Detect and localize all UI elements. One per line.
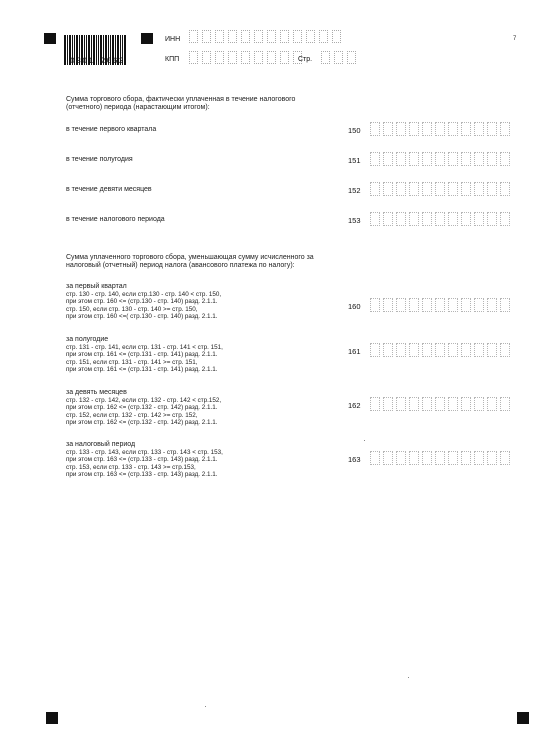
row-162-code: 162 <box>348 401 361 410</box>
block-163-line: стр. 133 - стр. 143, если стр. 133 - стр. 143 < стр. 153, <box>66 449 223 456</box>
block-161-line: при этом стр. 161 <= (стр.131 - стр. 141) разд. 2.1.1. <box>66 351 218 359</box>
inn-field[interactable] <box>189 30 341 43</box>
row-163-field[interactable] <box>370 451 510 465</box>
block-161-head: за полугодие <box>66 336 109 343</box>
section1-title: Сумма торгового сбора, фактически уплаченная в течение налогового (отчетного) периода (нарастающим итогом): <box>66 96 296 111</box>
inn-label: ИНН <box>165 36 181 43</box>
kpp-field[interactable] <box>189 51 302 64</box>
row-151-code: 151 <box>348 156 361 165</box>
row-152-label: в течение девяти месяцев <box>66 186 152 193</box>
scan-speck <box>205 706 206 707</box>
corner-page-number: 7 <box>513 36 517 42</box>
kpp-label: КПП <box>165 56 180 63</box>
row-151-label: в течение полугодия <box>66 156 133 163</box>
block-162-head: за девять месяцев <box>66 389 127 396</box>
block-160-line: стр. 150, если стр. 130 - стр. 140 >= стр. 150, <box>66 305 198 313</box>
row-152-field[interactable] <box>370 182 510 196</box>
scan-speck <box>408 677 409 678</box>
block-163-line: стр. 153, если стр. 133 - стр. 143 >= стр.153, <box>66 463 196 471</box>
row-160-field[interactable] <box>370 298 510 312</box>
block-162 <box>66 389 346 426</box>
row-152-code: 152 <box>348 186 361 195</box>
block-161-line: при этом стр. 161 <= (стр.131 - стр. 141) разд. 2.1.1. <box>66 365 218 373</box>
block-160-head: за первый квартал <box>66 283 127 290</box>
page-label: Стр. <box>298 56 313 63</box>
row-153-code: 153 <box>348 216 361 225</box>
block-162-line: при этом стр. 162 <= (стр.132 - стр. 142) разд. 2.1.1. <box>66 404 218 412</box>
barcode-number: 0301 2062 <box>70 57 125 66</box>
block-161-line: стр. 131 - стр. 141, если стр. 131 - стр. 141 < стр. 151, <box>66 344 223 351</box>
block-162-line: стр. 152, если стр. 132 - стр. 142 >= стр. 152, <box>66 411 198 419</box>
section2-title: Сумма уплаченного торгового сбора, уменьшающая сумму исчисленного за налоговый (отчетный) период налога (авансового платежа по налогу): <box>66 254 314 269</box>
registration-marker-bottom-right <box>517 712 529 724</box>
row-162-field[interactable] <box>370 397 510 411</box>
block-163 <box>66 441 346 478</box>
block-160-line: при этом стр. 160 <= (стр.130 - стр. 140) разд. 2.1.1. <box>66 298 218 306</box>
block-160-line: стр. 130 - стр. 140, если стр.130 - стр. 140 < стр. 150, <box>66 291 222 298</box>
block-160-line: при этом стр. 160 <=( стр.130 - стр. 140) разд. 2.1.1. <box>66 312 218 320</box>
page-number-field[interactable] <box>321 51 356 64</box>
registration-marker-bottom-left <box>46 712 58 724</box>
block-160 <box>66 283 346 320</box>
row-150-label: в течение первого квартала <box>66 126 157 133</box>
row-151-field[interactable] <box>370 152 510 166</box>
row-150-field[interactable] <box>370 122 510 136</box>
block-163-line: при этом стр. 163 <= (стр.133 - стр. 143) разд. 2.1.1. <box>66 456 218 464</box>
row-153-field[interactable] <box>370 212 510 226</box>
scan-speck <box>364 440 365 441</box>
row-161-field[interactable] <box>370 343 510 357</box>
row-163-code: 163 <box>348 455 361 464</box>
row-161-code: 161 <box>348 347 361 356</box>
row-153-label: в течение налогового периода <box>66 216 165 223</box>
block-163-line: при этом стр. 163 <= (стр.133 - стр. 143) разд. 2.1.1. <box>66 470 218 478</box>
row-160-code: 160 <box>348 302 361 311</box>
block-162-line: при этом стр. 162 <= (стр.132 - стр. 142) разд. 2.1.1. <box>66 418 218 426</box>
block-162-line: стр. 132 - стр. 142, если стр. 132 - стр. 142 < стр.152, <box>66 397 222 404</box>
row-150-code: 150 <box>348 126 361 135</box>
block-161-line: стр. 151, если стр. 131 - стр. 141 >= стр. 151, <box>66 358 198 366</box>
registration-marker-top-middle <box>141 33 153 44</box>
registration-marker-top-left <box>44 33 56 44</box>
block-163-head: за налоговый период <box>66 441 136 448</box>
block-161 <box>66 336 346 373</box>
